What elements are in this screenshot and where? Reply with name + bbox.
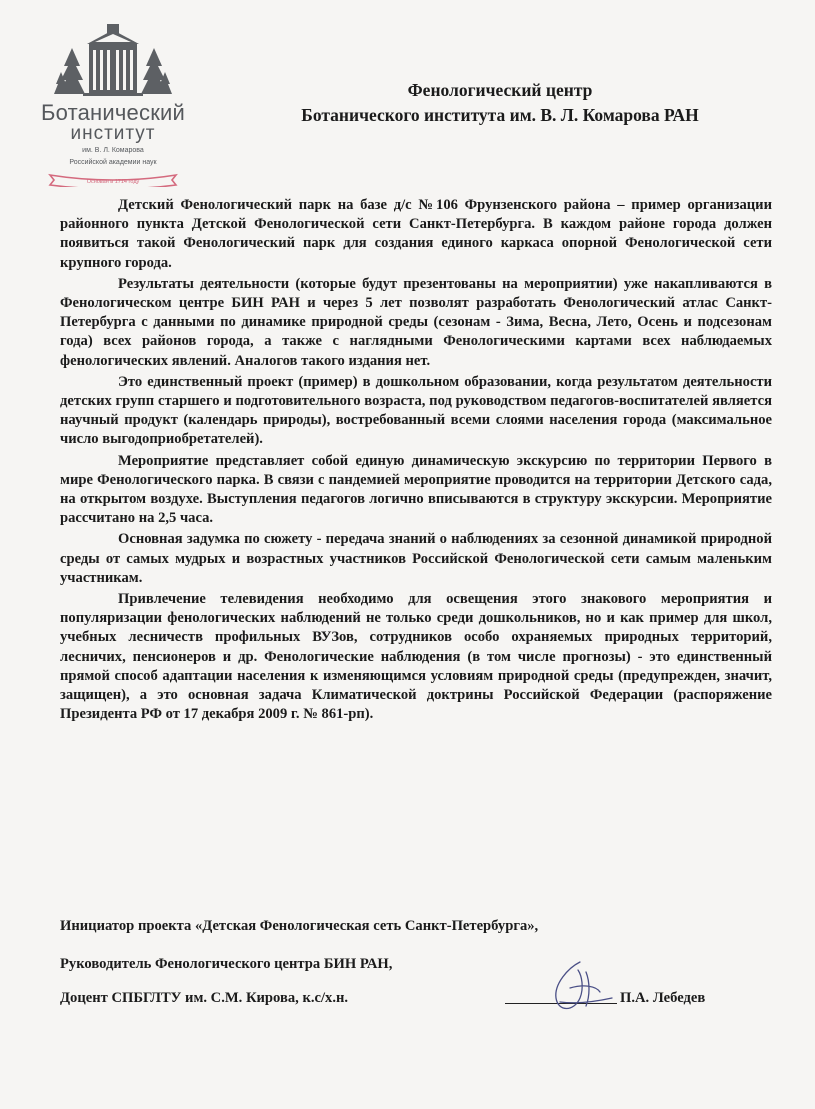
logo-ribbon-icon [48, 171, 178, 187]
signature-line-degree: Доцент СПБГЛТУ им. С.М. Кирова, к.с/х.н. [60, 990, 349, 1006]
signature-line-initiator: Инициатор проекта «Детская Фенологическая сеть Санкт-Петербурга», [60, 918, 539, 934]
logo-name-line1: Ботанический [41, 100, 185, 125]
signature-line-position: Руководитель Фенологического центра БИН РАН, [60, 956, 393, 972]
handwritten-signature [540, 958, 620, 1018]
logo-ribbon-text: Основан в 1714 году [86, 179, 140, 185]
paragraph-6: Привлечение телевидения необходимо для освещения этого знакового мероприятия и популяризации фенологических наблюдений не только среди дошкольников, но и как пример для школ, учебных лесничеств профильных ВУЗов, сотрудников особо охраняемых природных территорий, лесничих, пенсионеров и др. Фенологические наблюдения (в том числе прогнозы) - это единственный прямой способ адаптации населения к изменяющимся условиям природной среды (предупрежден, значит, защищен), а это основная задача Климатической доктрины Российской Федерации (распоряжение Президента РФ от 17 декабря 2009 г. № 861-рп). [60, 591, 772, 723]
signatory-name: П.А. Лебедев [620, 990, 706, 1006]
institute-logo [28, 22, 198, 187]
header-line1: Фенологический центр [407, 80, 593, 100]
paragraph-4: Мероприятие представляет собой единую динамическую экскурсию по территории Первого в мире Фенологического парка. В связи с пандемией мероприятие проводится на территории Детского сада, на открытом воздухе. Выступления педагогов логично вписываются в структуру экскурсии. Мероприятие рассчитано на 2,5 часа. [60, 452, 772, 527]
paragraph-5: Основная задумка по сюжету - передача знаний о наблюдениях за сезонной динамикой природной среды от самых мудрых и возрастных участников Российской Фенологической сети самым маленьким участникам. [60, 531, 772, 586]
logo-name-line2: институт [70, 123, 156, 144]
logo-sub-line1: им. В. Л. Комарова [82, 147, 144, 154]
logo-sub-line2: Российской академии наук [69, 159, 157, 166]
paragraph-2: Результаты деятельности (которые будут презентованы на мероприятии) уже накапливаются в Фенологическом центре БИН РАН и через 5 лет позволят разработать Фенологический атлас Санкт-Петербурга с данными по динамике природной среды (сезонам - Зима, Весна, Лето, Осень и подсезонам года) всех районов города, а также с наглядными Фенологическими картами всех наблюдаемых фенологических явлений. Аналогов такого издания нет. [60, 275, 772, 369]
letterhead-title [225, 78, 775, 128]
paragraph-1: Детский Фенологический парк на базе д/с №106 Фрунзенского района – пример организации районного пункта Детской Фенологической сети Санкт-Петербурга. В каждом районе города должен появиться такой Фенологический парк для создания единого каркаса опорной Фенологической сети крупного города. [60, 197, 772, 271]
paragraph-3: Это единственный проект (пример) в дошкольном образовании, когда результатом деятельности детских групп старшего и подготовительного возраста, под руководством педагогов-воспитателей является научный продукт (календарь природы), востребованный всеми слоями населения города (максимальное число выгодоприобретателей). [60, 373, 772, 448]
letter-body [60, 196, 772, 726]
institute-building-icon [53, 22, 173, 98]
header-line2: Ботанического института им. В. Л. Комарова РАН [301, 105, 699, 125]
